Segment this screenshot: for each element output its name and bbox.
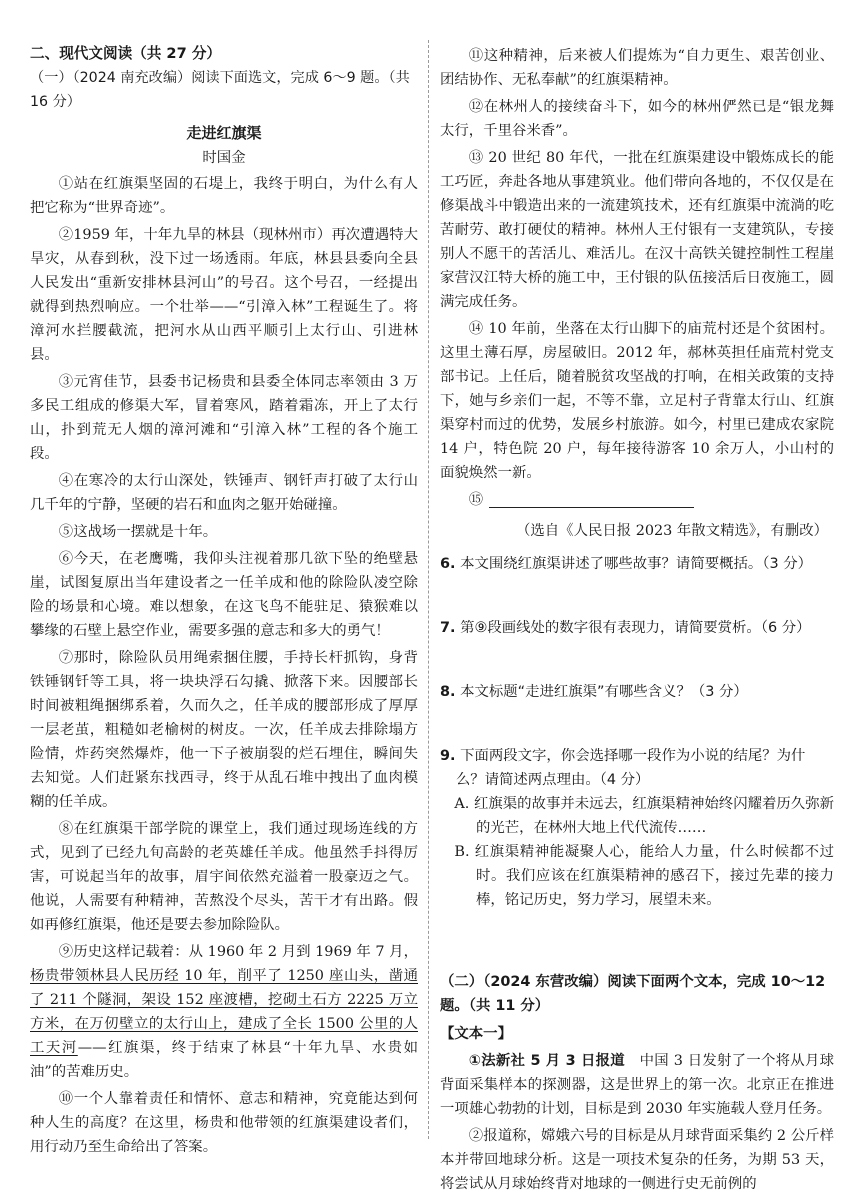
answer-space[interactable] [440, 576, 834, 608]
paragraph-5: ⑤这战场一摆就是十年。 [58, 524, 218, 540]
paragraph-14: ⑭ 10 年前，坐落在太行山脚下的庙荒村还是个贫困村。这里土薄石厚，房屋破旧。2012 年，郝林英担任庙荒村党支部书记。上任后，随着脱贫攻坚战的打响，在相关政策的支持下，她与乡亲们一起，不等不靠，立足村子背靠太行山、红旗渠穿村而过的优势，发展乡村旅游。如今，村里已建成农家院 14 户，特色院 20 户，每年接待游客 10 余万人，小山村的面貌焕然一新。 [440, 321, 834, 481]
answer-blank[interactable] [489, 489, 694, 508]
paragraph-3: ③元宵佳节，县委书记杨贵和县委全体同志率领由 3 万多民工组成的修渠大军，冒着寒风，踏着霜冻，开上了太行山，扑到荒无人烟的漳河滩和“引漳入林”工程的各个施工段。 [30, 374, 418, 462]
question-6-text: 本文围绕红旗渠讲述了哪些故事？请简要概括。（3 分） [460, 556, 812, 572]
section-title: 二、现代文阅读（共 27 分） [30, 45, 222, 62]
paragraph-12: ⑫在林州人的接续奋斗下，如今的林州俨然已是“银龙舞太行，千里谷米香”。 [440, 99, 834, 139]
question-8-text: 本文标题“走进红旗渠”有哪些含义？（3 分） [460, 684, 748, 700]
article-author: 时国金 [202, 150, 246, 166]
left-column [30, 42, 418, 1155]
question-8-number: 8. [440, 684, 456, 700]
question-6 [440, 552, 834, 576]
right-column [440, 42, 834, 1192]
text-one-paragraph-1 [440, 1049, 834, 1121]
paragraph-1: ①站在红旗渠坚固的石堤上，我终于明白，为什么有人把它称为“世界奇迹”。 [30, 176, 418, 216]
question-7-text: 第⑨段画线处的数字很有表现力，请简要赏析。（6 分） [460, 620, 811, 636]
question-9-text: 下面两段文字，你会选择哪一段作为小说的结尾？为什么？请简述两点理由。（4 分） [455, 748, 806, 788]
text-one-paragraph-1-lead: ①法新社 5 月 3 日报道 [468, 1053, 625, 1069]
question-7 [440, 616, 834, 640]
answer-space[interactable] [440, 912, 834, 966]
paragraph-8: ⑧在红旗渠干部学院的课堂上，我们通过现场连线的方式，见到了已经九旬高龄的老英雄任羊成。他虽然手抖得厉害，可说起当年的故事，眉宇间依然充溢着一股豪迈之气。他说，人需要有种精神，苦熬没个尽头，苦干才有出路。假如再修红旗渠，他还是要去参加除险队。 [30, 821, 418, 933]
paragraph-9-lead: ⑨历史这样记载着：从 1960 年 2 月到 1969 年 7 月， [58, 944, 418, 960]
paragraph-15 [440, 488, 834, 512]
paragraph-13: ⑬ 20 世纪 80 年代，一批在红旗渠建设中锻炼成长的能工巧匠，奔赴各地从事建筑业。他们带向各地的，不仅仅是在修渠战斗中锻造出来的一流建筑技术，还有红旗渠中流淌的吃苦耐劳、敢打硬仗的精神。林州人王付银有一支建筑队，专接别人不愿干的苦活儿、难活儿。在汉十高铁关键控制性工程崖家营汉江特大桥的施工中，王付银的队伍接活后日夜施工，圆满完成任务。 [440, 150, 834, 310]
paragraph-7: ⑦那时，除险队员用绳索捆住腰，手持长杆抓钩，身背铁锤钢钎等工具，将一块块浮石勾撬、掀落下来。因腰部长时间被粗绳捆绑系着，久而久之，任羊成的腰部形成了厚厚一层老茧，粗糙如老榆树的树皮。一次，任羊成去排除塌方险情，炸药突然爆炸，他一下子被崩裂的烂石埋住，瞬间失去知觉。人们赶紧东找西寻，终于从乱石堆中拽出了血肉模糊的任羊成。 [30, 650, 418, 810]
passage-one-instructions: （一）（2024 南充改编）阅读下面选文，完成 6～9 题。（共 16 分） [30, 70, 410, 110]
paragraph-4: ④在寒冷的太行山深处，铁锤声、钢钎声打破了太行山几千年的宁静，坚硬的岩石和血肉之躯开始碰撞。 [30, 473, 418, 513]
paragraph-2: ②1959 年，十年九旱的林县（现林州市）再次遭遇特大旱灾，从春到秋，没下过一场透雨。年底，林县县委向全县人民发出“重新安排林县河山”的号召。这个号召，一经提出就得到热烈响应。一个壮举——“引漳入林”工程诞生了。将漳河水拦腰截流，把河水从山西平顺引上太行山、引进林县。 [30, 227, 418, 363]
text-one-paragraph-1-body: 中国 3 日发射了一个将从月球背面采集样本的探测器，这是世界上的第一次。北京正在推进一项雄心勃勃的计划，目标是到 2030 年实施载人登月任务。 [440, 1053, 834, 1117]
answer-space[interactable] [440, 640, 834, 672]
question-9 [440, 744, 834, 792]
paragraph-9-underlined: 杨贵带领林县人民历经 10 年，削平了 1250 座山头，凿通了 211 个隧洞，架设 152 座渡槽，挖砌土石方 2225 万立方米，在万仞壁立的太行山上，建成了全长 1500 公里的人工天河 [30, 968, 418, 1056]
paragraph-10: ⑩一个人靠着责任和情怀、意志和精神，究竟能达到何种人生的高度？在这里，杨贵和他带领的红旗渠建设者们，用行动乃至生命给出了答案。 [30, 1091, 418, 1155]
paragraph-11: ⑪这种精神，后来被人们提炼为“自力更生、艰苦创业、团结协作、无私奉献”的红旗渠精神。 [440, 48, 834, 88]
paragraph-6: ⑥今天，在老鹰嘴，我仰头注视着那几欲下坠的绝壁悬崖，试图复原出当年建设者之一任羊成和他的除险队凌空除险的场景和心境。难以想象，在这飞鸟不能驻足、猿猴难以攀缘的石壁上悬空作业，需要多强的意志和多大的勇气！ [30, 551, 418, 639]
passage-two-instructions: （二）（2024 东营改编）阅读下面两个文本，完成 10～12 题。（共 11 分） [440, 974, 826, 1014]
paragraph-15-number: ⑮ [468, 492, 484, 508]
article-title: 走进红旗渠 [186, 124, 262, 142]
question-9-option-a: A. 红旗渠的故事并未远去，红旗渠精神始终闪耀着历久弥新的光芒，在林州大地上代代流传…… [454, 796, 834, 836]
text-one-paragraph-2: ②报道称，嫦娥六号的目标是从月球背面采集约 2 公斤样本并带回地球分析。这是一项技术复杂的任务，为期 53 天，将尝试从月球始终背对地球的一侧进行史无前例的 [440, 1128, 834, 1192]
answer-space[interactable] [440, 704, 834, 736]
question-8 [440, 680, 834, 704]
column-divider [428, 40, 429, 1139]
source-note: （选自《人民日报 2023 年散文精选》，有删改） [516, 523, 828, 539]
question-9-number: 9. [440, 748, 456, 764]
paragraph-9-tail: ——红旗渠，终于结束了林县“十年九旱、水贵如油”的苦难历史。 [30, 1040, 418, 1080]
paragraph-9 [30, 940, 418, 1084]
question-9-option-b: B. 红旗渠精神能凝聚人心，能给人力量，什么时候都不过时。我们应该在红旗渠精神的感召下，接过先辈的接力棒，铭记历史，努力学习，展望未来。 [454, 844, 834, 908]
question-6-number: 6. [440, 556, 456, 572]
question-7-number: 7. [440, 620, 456, 636]
text-one-label: 【文本一】 [440, 1026, 512, 1042]
